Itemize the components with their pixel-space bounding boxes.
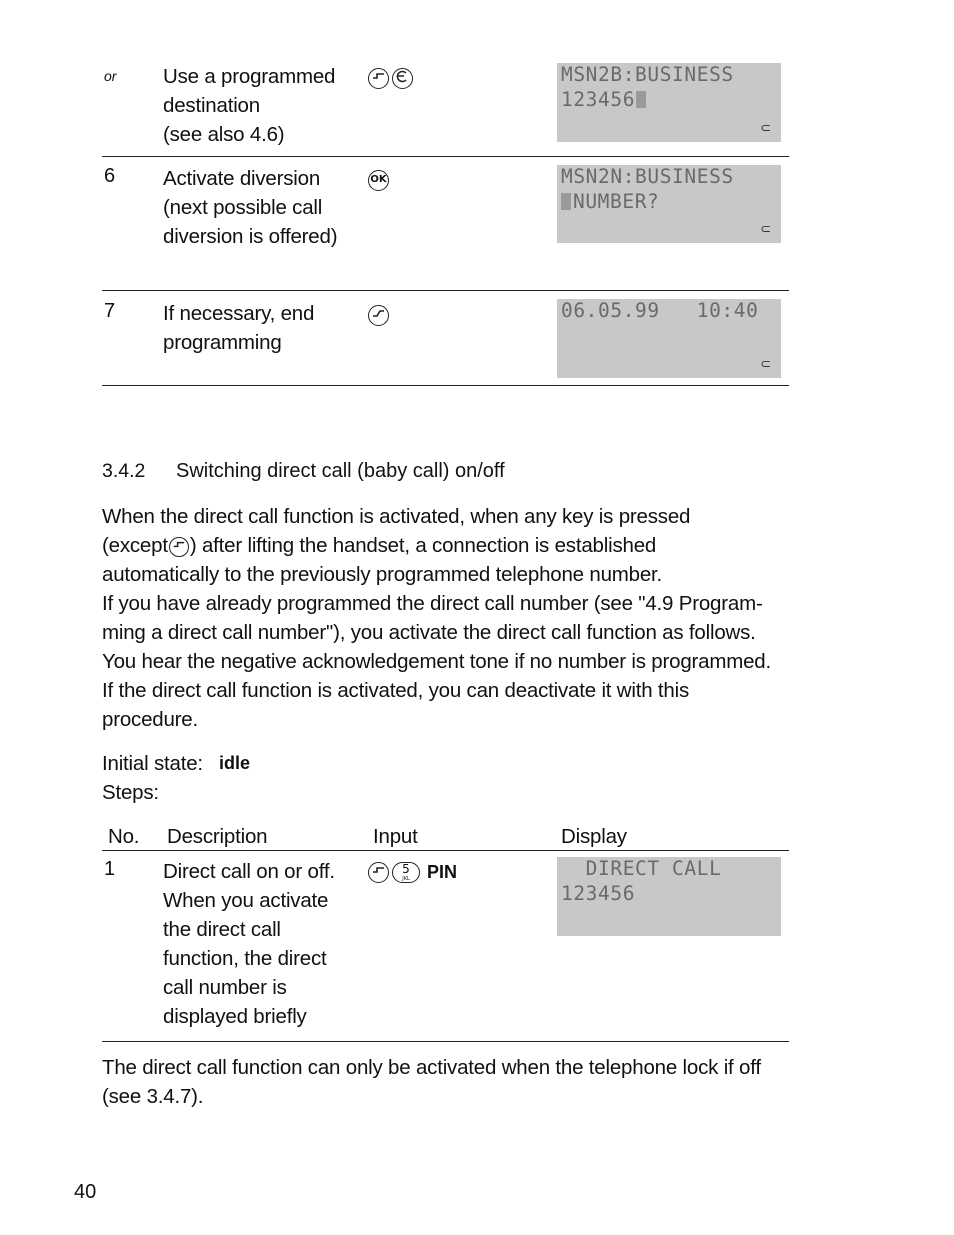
end-key-icon (368, 305, 389, 326)
section-title: Switching direct call (baby call) on/off (176, 460, 505, 482)
row-number: 6 (104, 165, 116, 187)
row-7-input (368, 305, 389, 326)
lcd-line: DIRECT CALL (561, 857, 722, 880)
body-line: ming a direct call number"), you activate the direct call function as follows. (102, 621, 756, 644)
key-letters: JKL (402, 876, 410, 882)
table-divider (102, 1041, 789, 1042)
lcd-text: 123456 (561, 88, 636, 111)
ok-key-icon: OK (368, 170, 389, 191)
desc-line: Activate diversion (163, 167, 321, 190)
desc-line: (next possible call (163, 196, 323, 219)
body-line: procedure. (102, 708, 199, 731)
desc-line: the direct call (163, 918, 281, 941)
table-divider (102, 290, 789, 291)
body-paragraph (102, 502, 792, 734)
column-header-no: No. (108, 825, 140, 848)
desc-line: diversion is offered) (163, 225, 338, 248)
table-divider (102, 385, 789, 386)
lcd-line-with-cursor (561, 190, 659, 214)
section-number: 3.4.2 (102, 460, 146, 482)
redial-key-icon (392, 68, 413, 89)
lcd-display-2 (557, 165, 781, 243)
back-arrow-icon: ⊂ (760, 121, 771, 136)
body-line: When the direct call function is activated, when any key is pressed (102, 505, 691, 528)
body-text: (except (102, 534, 168, 557)
lcd-text: NUMBER? (573, 190, 660, 213)
lcd-line: MSN2B:BUSINESS (561, 63, 734, 86)
handset-key-icon (368, 862, 389, 883)
back-arrow-icon: ⊂ (760, 357, 771, 372)
desc-line: destination (163, 94, 260, 117)
row-or-description (163, 62, 335, 149)
initial-state-label: Initial state: (102, 752, 203, 775)
column-header-description: Description (167, 825, 268, 848)
back-arrow-icon: ⊂ (760, 222, 771, 237)
row-or-label: or (104, 68, 117, 84)
page-number: 40 (74, 1181, 97, 1203)
note-line: The direct call function can only be activated when the telephone lock if off (102, 1056, 761, 1079)
steps-label: Steps: (102, 781, 159, 804)
table-header-divider (102, 850, 789, 851)
body-text: ) after lifting the handset, a connection is established (189, 534, 657, 557)
row-number: 7 (104, 300, 116, 322)
lcd-line-with-cursor (561, 88, 646, 112)
row-6-description (163, 164, 337, 251)
body-line: You hear the negative acknowledgement tone if no number is programmed. (102, 650, 771, 673)
cursor-block-icon (561, 193, 571, 210)
desc-line: When you activate (163, 889, 329, 912)
desc-line: Use a programmed (163, 65, 336, 88)
row-7-description (163, 299, 314, 357)
column-header-display: Display (561, 825, 627, 848)
lcd-line: 06.05.99 10:40 (561, 299, 759, 322)
row-1-description (163, 857, 335, 1031)
row-6-input (368, 170, 389, 191)
row-1-input (368, 862, 457, 883)
row-number: 1 (104, 858, 116, 880)
desc-line: If necessary, end (163, 302, 315, 325)
desc-line: displayed briefly (163, 1005, 307, 1028)
desc-line: function, the direct (163, 947, 327, 970)
cursor-block-icon (636, 91, 646, 108)
desc-line: (see also 4.6) (163, 123, 285, 146)
handset-key-icon (368, 68, 389, 89)
desc-line: call number is (163, 976, 287, 999)
column-header-input: Input (373, 825, 418, 848)
key-digit: 5 (402, 862, 410, 876)
row-or-input (368, 68, 413, 89)
body-line: If the direct call function is activated, you can deactivate it with this (102, 679, 690, 702)
handset-key-icon (169, 537, 189, 557)
desc-line: Direct call on or off. (163, 860, 335, 883)
body-line: If you have already programmed the direct call number (see "4.9 Program- (102, 592, 763, 615)
digit-5-key-icon (392, 862, 420, 883)
lcd-display-1 (557, 63, 781, 142)
lcd-display-3 (557, 299, 781, 378)
desc-line: programming (163, 331, 282, 354)
pin-label: PIN (427, 862, 458, 882)
note-line: (see 3.4.7). (102, 1085, 204, 1108)
note-paragraph (102, 1053, 792, 1111)
lcd-display-direct-call (557, 857, 781, 936)
lcd-line: MSN2N:BUSINESS (561, 165, 734, 188)
body-line: automatically to the previously programmed telephone number. (102, 563, 663, 586)
initial-state-value: idle (219, 753, 251, 773)
table-divider (102, 156, 789, 157)
body-line (102, 531, 792, 560)
lcd-line: 123456 (561, 882, 636, 905)
